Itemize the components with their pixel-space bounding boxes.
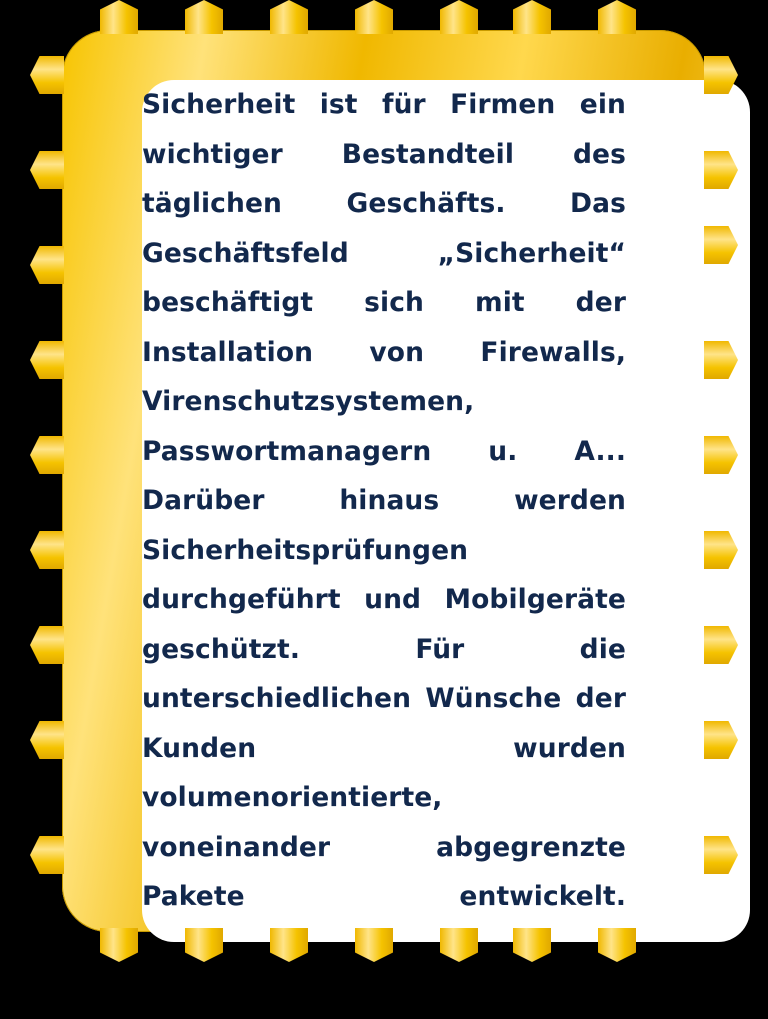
chip-pin-icon-left-5 xyxy=(30,436,64,474)
body-paragraph: Sicherheit ist für Firmen ein wichtiger Bestandteil des täglichen Geschäfts. Das Geschäftsfeld „Sicherheit“ beschäftigt sich mit der Installation von Firewalls, Virenschutzsystemen, Passwortmanagern u. A... Darüber hinaus werden Sicherheitsprüfungen durchgeführt und Mobilgeräte geschützt. Für die unterschiedlichen Wünsche der Kunden wurden volumenorientierte, voneinander abgegrenzte Pakete entwickelt. xyxy=(142,89,626,912)
chip-pin-icon-top-2 xyxy=(185,0,223,34)
content-card xyxy=(142,80,626,912)
chip-pin-icon-left-4 xyxy=(30,341,64,379)
chip-pin-icon-left-2 xyxy=(30,151,64,189)
chip-pin-icon-top-6 xyxy=(513,0,551,34)
chip-pin-icon-left-6 xyxy=(30,531,64,569)
chip-pin-icon-top-5 xyxy=(440,0,478,34)
chip-pin-icon-top-1 xyxy=(100,0,138,34)
chip-pin-icon-left-1 xyxy=(30,56,64,94)
chip-pin-icon-top-7 xyxy=(598,0,636,34)
chip-pin-icon-bottom-1 xyxy=(100,928,138,962)
chip-pin-icon-left-9 xyxy=(30,836,64,874)
chip-pin-icon-left-7 xyxy=(30,626,64,664)
chip-pin-icon-top-4 xyxy=(355,0,393,34)
chip-pin-icon-top-3 xyxy=(270,0,308,34)
chip-pin-icon-left-8 xyxy=(30,721,64,759)
chip-pin-icon-left-3 xyxy=(30,246,64,284)
